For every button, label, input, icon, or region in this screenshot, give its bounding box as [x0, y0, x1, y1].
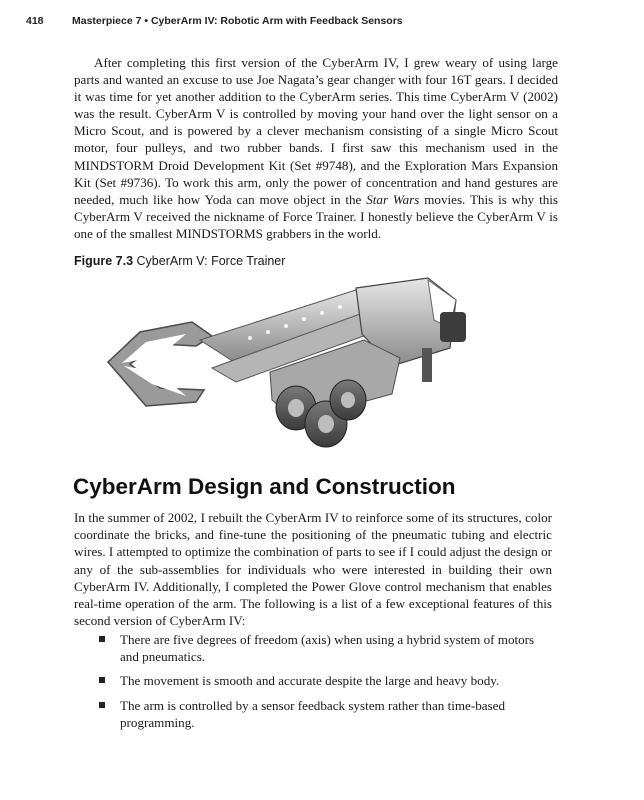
- list-item: [96, 697, 556, 731]
- section-paragraph: In the summer of 2002, I rebuilt the CyberArm IV to reinforce some of its structures, color coordinate the bricks, and fine-tune the positioning of the pneumatic tubing and electric wires. I attempted to optimize the combination of parts to see if I could adjust the design or any of the sub-assemblies for individuals who were interested in building their own CyberArm IV. Additionally, I completed the Power Glove control mechanism that enables real-time operation of the arm. The following is a list of a few exceptional features of this second version of CyberArm IV:: [74, 510, 552, 629]
- gripper-claw: [108, 322, 212, 406]
- intro-paragraph: [74, 54, 558, 242]
- cyberarm-v-figure: [100, 270, 480, 460]
- bullet-square-icon: [99, 702, 105, 708]
- feature-list: [96, 631, 556, 738]
- figure-label: Figure 7.3: [74, 254, 134, 268]
- page-number: 418: [26, 15, 44, 27]
- running-title: Masterpiece 7 • CyberArm IV: Robotic Arm with Feedback Sensors: [72, 15, 403, 27]
- figure-caption-text: CyberArm V: Force Trainer: [136, 254, 286, 268]
- intro-text: After completing this first version of the CyberArm IV, I grew weary of using large parts and wanted an excuse to use Joe Nagata’s gear changer with four 16T gears. I decided it was time for yet another addition to the CyberArm series. This time CyberArm V (2002) was the result. CyberArm V is controlled by moving your hand over the light sensor on a Micro Scout, and is powered by a clever mechanism consisting of a single Micro Scout motor, four pulleys, and two rubber bands. I first saw this mechanism used in the MINDSTORM Droid Development Kit (Set #9748), and the Exploration Mars Expansion Kit (Set #9736). To work this arm, only the power of concentration and hand gestures are needed, much like how Yoda can move object in the: [74, 55, 558, 207]
- list-item-text: There are five degrees of freedom (axis) when using a hybrid system of motors and pneumatics.: [120, 632, 535, 665]
- bullet-square-icon: [99, 677, 105, 683]
- figure-caption: [74, 254, 285, 268]
- bullet-square-icon: [99, 636, 105, 642]
- list-item-text: The movement is smooth and accurate despite the large and heavy body.: [120, 673, 500, 689]
- list-item: [96, 672, 556, 689]
- list-item-text: The arm is controlled by a sensor feedback system rather than time-based programming.: [120, 697, 506, 730]
- running-header: [26, 15, 403, 27]
- section-heading: CyberArm Design and Construction: [73, 474, 456, 499]
- star-wars-italic: Star Wars: [366, 191, 420, 207]
- list-item: [96, 631, 556, 665]
- intro-text-end: movies. This is why this CyberArm V received the nickname of Force Trainer. I honestly believe the CyberArm V is one of the smallest MINDSTORMS grabbers in the world.: [74, 191, 558, 241]
